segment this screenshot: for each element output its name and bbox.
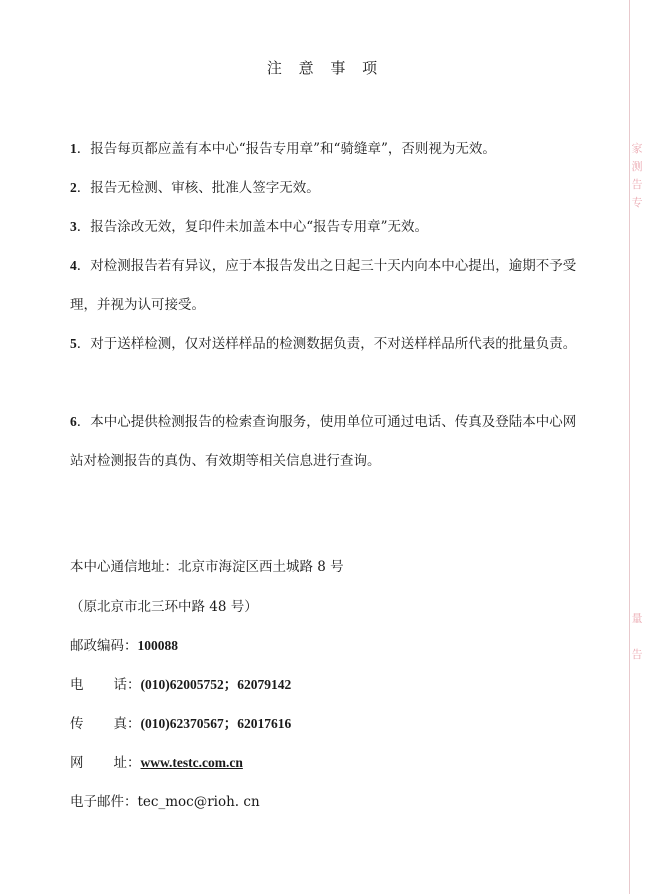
address-label: 本中心通信地址： [70,559,178,575]
item-text: ．报告涂改无效，复印件未加盖本中心“报告专用章”无效。 [76,219,429,235]
fax-value: (010)62370567；62017616 [140,716,292,731]
item-number: 4 [70,258,77,273]
email-value: tec_moc@rioh. cn [137,794,260,810]
contact-address [70,555,344,575]
contact-old-address [70,595,258,615]
item-number: 6 [70,414,77,429]
item-number: 3 [70,219,77,234]
phone-label-b: 话： [113,677,141,693]
phone-label-a: 电 [70,677,84,693]
postcode-label: 邮政编码： [70,638,138,654]
web-label-b: 址： [113,755,141,771]
item-text: ．对于送样检测，仅对送样样品的检测数据负责，不对送样样品所代表的批量负责。 [76,336,577,352]
contact-phone [70,673,291,693]
page-title: 注 意 事 项 [266,59,384,77]
address-value: 北京市海淀区西土城路 8 号 [178,559,344,575]
notice-item-3 [70,207,588,247]
notice-item-1 [70,129,588,169]
website-link[interactable]: www.testc.com.cn [140,755,243,770]
postcode-value: 100088 [137,638,178,653]
notice-item-6 [70,402,588,481]
seam-stamp-bottom: 量 告 [631,612,643,661]
email-label: 电子邮件： [70,794,138,810]
seam-stamp-edge [629,0,630,894]
item-number: 1 [70,141,77,156]
seam-stamp-top: 家 测 告 专 [631,142,643,209]
item-number: 2 [70,180,77,195]
item-number: 5 [70,336,77,351]
contact-website [70,751,243,771]
fax-label-b: 真： [113,716,141,732]
notice-item-4 [70,246,588,325]
contact-fax [70,712,291,732]
item-text: ．报告每页都应盖有本中心“报告专用章”和“骑缝章”，否则视为无效。 [76,141,496,157]
item-text: ．报告无检测、审核、批准人签字无效。 [76,180,320,196]
item-text: ．对检测报告若有异议，应于本报告发出之日起三十天内向本中心提出，逾期不予受理，并视为认可接受。 [70,258,577,313]
old-address-value: （原北京市北三环中路 48 号） [70,599,258,615]
fax-label-a: 传 [70,716,84,732]
notice-item-2 [70,168,588,208]
contact-email [70,790,260,810]
web-label-a: 网 [70,755,84,771]
contact-postcode [70,634,178,654]
notice-item-5 [70,324,588,364]
item-text: ．本中心提供检测报告的检索查询服务，使用单位可通过电话、传真及登陆本中心网站对检测报告的真伪、有效期等相关信息进行查询。 [70,414,577,469]
phone-value: (010)62005752；62079142 [140,677,292,692]
